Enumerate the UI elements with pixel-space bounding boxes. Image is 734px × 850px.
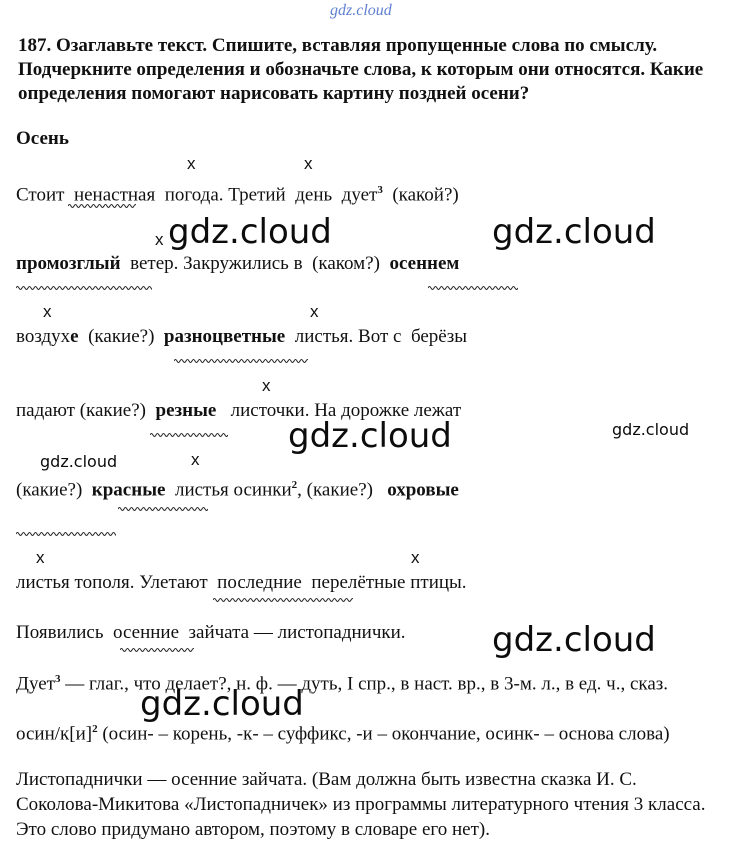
word: Появились xyxy=(16,622,104,643)
text-line-7 xyxy=(16,622,406,644)
mark-x: x xyxy=(155,230,164,249)
word: (какие?) xyxy=(88,326,155,347)
word: ненастная xyxy=(73,184,156,206)
word: воздух xyxy=(16,326,71,347)
mark-x: x xyxy=(36,548,45,567)
word: резные xyxy=(155,400,217,421)
note-osin xyxy=(16,717,721,746)
word: берёзы xyxy=(410,326,468,347)
word: листья тополя. Улетают xyxy=(16,572,208,593)
task-text: 187. Озаглавьте текст. Спишите, вставляя пропущенные слова по смыслу. Подчеркните определения и обозначьте слова, к которым они относятся. Какие определения помогают нарисовать картину поздней осени? xyxy=(18,35,704,104)
word: Стоит xyxy=(16,184,65,206)
note-word: Дует xyxy=(16,673,55,695)
note-listopadnichki: Листопаднички — осенние зайчата. (Вам должна быть известна сказка И. С. Соколова-Микитова «Листопадничек» из программы литературного чтения 3 класса. Это слово придумано автором, поэтому в словаре его нет). xyxy=(16,769,706,840)
word: листья. Вот с xyxy=(294,326,402,347)
mark-x: x xyxy=(191,450,200,469)
wavy-underline xyxy=(120,647,194,653)
word: красные xyxy=(91,479,166,501)
mark-x: x xyxy=(304,154,313,173)
mark-x: x xyxy=(310,302,319,321)
watermark: gdz.cloud xyxy=(492,212,656,252)
wavy-underline xyxy=(428,285,518,291)
mark-x: x xyxy=(187,154,196,173)
mark-x: x xyxy=(43,302,52,321)
wavy-underline xyxy=(213,597,353,603)
text-line-6 xyxy=(16,572,467,594)
footnote-3: 3 xyxy=(377,184,383,196)
word: охровые xyxy=(387,479,459,501)
word: листочки. На дорожке лежат xyxy=(230,400,462,421)
watermark-top: gdz.cloud xyxy=(330,2,392,19)
word: ветер. Закружились в xyxy=(130,253,303,274)
word: дует xyxy=(341,184,378,206)
text-line-3 xyxy=(16,326,467,348)
wavy-underline xyxy=(16,285,152,291)
note-word: осин/к[и] xyxy=(16,723,93,745)
note-duet xyxy=(16,667,721,696)
word: последние xyxy=(217,572,302,593)
mark-x: x xyxy=(262,376,271,395)
wavy-underline xyxy=(174,358,308,364)
watermark: gdz.cloud xyxy=(492,620,656,660)
footnote-2: 2 xyxy=(92,723,98,735)
note-text: — глаг., что делает?, н. ф. — дуть, I спр., в наст. вр., в 3-м. л., в ед. ч., сказ. xyxy=(60,673,669,695)
word: (какой?) xyxy=(392,184,459,206)
word: осенние xyxy=(113,622,180,643)
word: перелётные птицы. xyxy=(311,572,467,593)
word: (какие?) xyxy=(16,479,83,501)
text-line-2 xyxy=(16,253,459,275)
word: (каком?) xyxy=(312,253,380,274)
wavy-underline xyxy=(68,203,136,209)
word: день xyxy=(295,184,333,206)
footnote-2: 2 xyxy=(291,479,298,491)
watermark: gdz.cloud xyxy=(288,416,452,456)
word: промозглый xyxy=(16,253,121,274)
watermark: gdz.cloud xyxy=(612,420,690,439)
word: погода. Третий xyxy=(164,184,286,206)
word: зайчата — листопаднички. xyxy=(188,622,406,643)
note-text: (осин- – корень, -к- – суффикс, -и – окончание, осинк- – основа слова) xyxy=(97,723,670,745)
watermark: gdz.cloud xyxy=(40,452,118,471)
wavy-underline xyxy=(16,531,116,537)
watermark: gdz.cloud xyxy=(168,212,332,252)
text-line-5 xyxy=(16,474,459,501)
word: листья осинки xyxy=(174,479,292,501)
text-title: Осень xyxy=(16,128,69,149)
wavy-underline xyxy=(150,432,228,438)
word: , (какие?) xyxy=(297,479,373,501)
watermark: gdz.cloud xyxy=(140,684,304,724)
mark-x: x xyxy=(411,548,420,567)
word: осеннем xyxy=(389,253,460,274)
word: падают (какие?) xyxy=(16,400,146,421)
footnote-3: 3 xyxy=(54,673,61,685)
word: разноцветные xyxy=(163,326,286,347)
wavy-underline xyxy=(118,506,208,512)
word: е xyxy=(70,326,79,347)
